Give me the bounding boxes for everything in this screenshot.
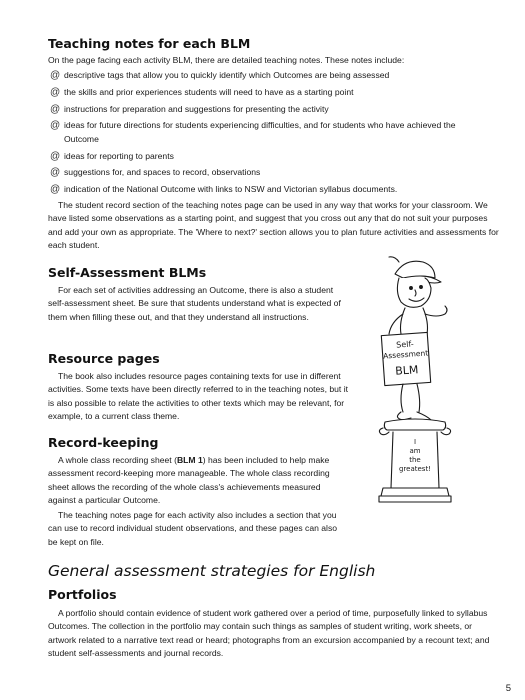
self-assessment-heading: Self-Assessment BLMs — [48, 265, 207, 280]
teaching-notes-list — [50, 69, 490, 200]
sign-text-line-2: Assessment — [382, 348, 429, 361]
sign-text-line-3: BLM — [394, 363, 419, 378]
general-strategies-heading: General assessment strategies for English — [48, 562, 376, 580]
cartoon-student-illustration — [365, 252, 465, 504]
self-assessment-paragraph: For each set of activities addressing an Outcome, there is also a student self-assessment sheet. Be sure that students understand what is expected of them when filling these out, and that they understand all instructions. — [48, 285, 341, 322]
list-item: @ the skills and prior experiences students will need to have as a starting point — [50, 86, 354, 98]
record-keeping-paragraph-1: A whole class recording sheet (BLM 1) has been included to help make assessment record-keeping more manageable. The whole class recording sheet allows the recording of the whole class's achievements measured against a particular Outcome. — [48, 455, 330, 506]
pillar-text-line-4: greatest! — [398, 465, 432, 473]
list-item: @ ideas for reporting to parents — [50, 150, 174, 162]
portfolios-paragraph: A portfolio should contain evidence of student work gathered over a period of time, purposefully linked to syllabus Outcomes. The collection in the portfolio may contain such things as samples of student writing, work sheets, or artwork related to a narrative text read or heard; photographs from an excursion accompanied by a recount text; and student self-assessments and journal records. — [48, 608, 490, 659]
portfolios-heading: Portfolios — [48, 587, 117, 602]
at-bullet-icon: @ — [50, 184, 61, 196]
at-bullet-icon: @ — [50, 167, 61, 179]
pillar-text-line-1: I — [413, 438, 417, 446]
at-bullet-icon: @ — [50, 103, 61, 115]
list-item: @ indication of the National Outcome with links to NSW and Victorian syllabus documents. — [50, 184, 398, 196]
teaching-notes-intro: On the page facing each activity BLM, there are detailed teaching notes. These notes include: — [48, 55, 405, 65]
resource-pages-paragraph: The book also includes resource pages containing texts for use in different activities. Some texts have been directly referred to in the teaching notes, but it is also possible to relate the activities to other texts which may be relevant, for example, to a current class theme. — [48, 371, 348, 422]
pillar-text-line-2: am — [409, 447, 421, 455]
list-item: @ ideas for future directions for students experiencing difficulties, and for students who have achieved the Outcome — [50, 120, 456, 144]
list-item: @ suggestions for, and spaces to record, observations — [50, 167, 261, 179]
at-bullet-icon: @ — [50, 70, 61, 81]
at-bullet-icon: @ — [50, 120, 61, 132]
list-item: @ descriptive tags that allow you to quickly identify which Outcomes are being assessed — [50, 70, 390, 81]
page-number: 5 — [505, 683, 511, 694]
list-item: @ instructions for preparation and suggestions for presenting the activity — [50, 103, 329, 115]
pillar-text-line-3: the — [409, 456, 421, 464]
at-bullet-icon: @ — [50, 86, 61, 98]
resource-pages-heading: Resource pages — [48, 351, 160, 366]
record-keeping-heading: Record-keeping — [48, 435, 159, 450]
record-keeping-paragraph-2: The teaching notes page for each activity also includes a section that you can use to record individual student observations, and these pages can also be kept on file. — [48, 510, 338, 547]
teaching-notes-paragraph: The student record section of the teaching notes page can be used in any way that works for your classroom. We have listed some observations as a starting point, and suggest that you cross out any that do not suit your purposes and add your own as appropriate. The 'Where to next?' section allows you to plan future activities and assessments for each student. — [48, 200, 499, 251]
sign-text-line-1: Self- — [395, 339, 415, 350]
teaching-notes-heading: Teaching notes for each BLM — [48, 36, 251, 51]
at-bullet-icon: @ — [50, 150, 61, 162]
